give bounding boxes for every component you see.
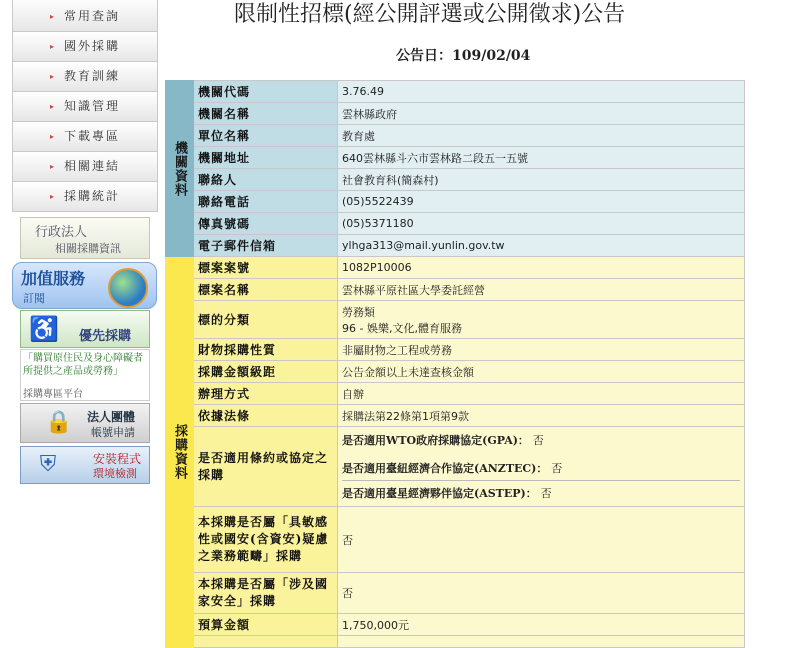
field-value: (05)5371180	[338, 213, 745, 235]
priority-purchase-banner[interactable]: ♿ 優先採購	[20, 310, 150, 348]
field-label: 標案名稱	[194, 279, 338, 301]
menu-item-knowledge[interactable]: ▸ 知識管理	[12, 92, 158, 122]
field-label: 機關名稱	[194, 103, 338, 125]
agreement-anztec: 是否適用臺紐經濟合作協定(ANZTEC)： 否	[342, 462, 563, 475]
field-value: 社會教育科(簡森村)	[338, 169, 745, 191]
field-label: 機關地址	[194, 147, 338, 169]
field-label: 依據法條	[194, 405, 338, 427]
table-row	[166, 235, 745, 257]
field-label: 本採購是否屬「涉及國家安全」採購	[194, 573, 338, 614]
gov-procurement-banner[interactable]: 行政法人 相關採購資訊	[20, 217, 150, 259]
table-row	[166, 81, 745, 103]
field-label: 採購金額級距	[194, 361, 338, 383]
table-row	[166, 383, 745, 405]
value-added-service-banner[interactable]: 加值服務 訂閱	[12, 262, 157, 309]
indigenous-products-banner[interactable]: 「購買原住民及身心障礙者所提供之產品或勞務」 採購專區平台	[20, 349, 150, 401]
table-row	[166, 339, 745, 361]
menu-item-links[interactable]: ▸ 相關連結	[12, 152, 158, 182]
table-row	[166, 573, 745, 614]
field-label: 聯絡電話	[194, 191, 338, 213]
field-value: 否	[338, 507, 745, 573]
menu-item-common-query[interactable]: ▸ 常用查詢	[12, 0, 158, 32]
bullet-icon: ▸	[49, 72, 56, 81]
table-row	[166, 405, 745, 427]
field-value: 勞務類 96 - 娛樂,文化,體育服務	[338, 301, 745, 339]
field-label: 標案案號	[194, 257, 338, 279]
menu-item-foreign-purchase[interactable]: ▸ 國外採購	[12, 32, 158, 62]
field-label: 傳真號碼	[194, 213, 338, 235]
field-value: 雲林縣政府	[338, 103, 745, 125]
field-label: 聯絡人	[194, 169, 338, 191]
menu-item-statistics[interactable]: ▸ 採購統計	[12, 182, 158, 212]
globe-icon	[108, 268, 148, 308]
menu-item-download[interactable]: ▸ 下載專區	[12, 122, 158, 152]
shield-icon: ⛨	[39, 452, 57, 477]
field-value: 否	[338, 573, 745, 614]
purchase-section-header: 採購資料	[166, 257, 194, 648]
announce-date: 公告日：109/02/04	[396, 48, 531, 64]
bullet-icon: ▸	[49, 192, 56, 201]
bullet-icon: ▸	[49, 42, 56, 51]
table-row	[166, 169, 745, 191]
field-value: 教育處	[338, 125, 745, 147]
lock-icon: 🔒	[45, 410, 73, 435]
table-row	[166, 213, 745, 235]
table-row	[166, 636, 745, 648]
table-row	[166, 125, 745, 147]
field-value: 公告金額以上未達查核金額	[338, 361, 745, 383]
field-value: 自辦	[338, 383, 745, 405]
table-row	[166, 257, 745, 279]
field-label: 本採購是否屬「具敏感性或國安(含資安)疑慮之業務範疇」採購	[194, 507, 338, 573]
field-label: 預算金額	[194, 614, 338, 636]
table-row	[166, 103, 745, 125]
table-row	[166, 507, 745, 573]
field-value: 1,750,000元	[338, 614, 745, 636]
field-label: 是否適用條約或協定之採購	[194, 427, 338, 507]
field-value: 3.76.49	[338, 81, 745, 103]
bullet-icon: ▸	[49, 102, 56, 111]
agreement-astep: 是否適用臺星經濟夥伴協定(ASTEP)： 否	[342, 487, 552, 500]
menu-item-training[interactable]: ▸ 教育訓練	[12, 62, 158, 92]
field-label: 電子郵件信箱	[194, 235, 338, 257]
field-label: 標的分類	[194, 301, 338, 339]
field-value: 非屬財物之工程或勞務	[338, 339, 745, 361]
field-label: 財物採購性質	[194, 339, 338, 361]
field-value: (05)5522439	[338, 191, 745, 213]
agency-section-header: 機關資料	[166, 81, 194, 257]
field-label: 單位名稱	[194, 125, 338, 147]
table-row	[166, 361, 745, 383]
account-application-banner[interactable]: 🔒 法人團體 帳號申請	[20, 403, 150, 443]
divider	[342, 480, 740, 481]
table-row	[166, 279, 745, 301]
field-value: 採購法第22條第1項第9款	[338, 405, 745, 427]
table-row	[166, 614, 745, 636]
table-row	[166, 301, 745, 339]
tender-info-table	[165, 80, 745, 648]
field-value	[338, 636, 745, 648]
bullet-icon: ▸	[49, 11, 56, 21]
field-label: 辦理方式	[194, 383, 338, 405]
field-value: 640雲林縣斗六市雲林路二段五一五號	[338, 147, 745, 169]
wheelchair-icon: ♿	[29, 315, 59, 343]
table-row	[166, 427, 745, 507]
bullet-icon: ▸	[49, 132, 56, 141]
field-value: 1082P10006	[338, 257, 745, 279]
environment-check-banner[interactable]: ⛨ 安裝程式 環境檢測	[20, 446, 150, 484]
email-value[interactable]: ylhga313@mail.yunlin.gov.tw	[338, 235, 745, 257]
field-label: 機關代碼	[194, 81, 338, 103]
field-value: 雲林縣平原社區大學委託經營	[338, 279, 745, 301]
agreement-list	[338, 427, 745, 507]
sidebar-menu	[12, 0, 158, 212]
field-label	[194, 636, 338, 648]
agreement-gpa: 是否適用WTO政府採購協定(GPA)： 否	[342, 434, 544, 447]
bullet-icon: ▸	[49, 162, 56, 171]
table-row	[166, 191, 745, 213]
page-title: 限制性招標(經公開評選或公開徵求)公告	[234, 2, 626, 27]
table-row	[166, 147, 745, 169]
